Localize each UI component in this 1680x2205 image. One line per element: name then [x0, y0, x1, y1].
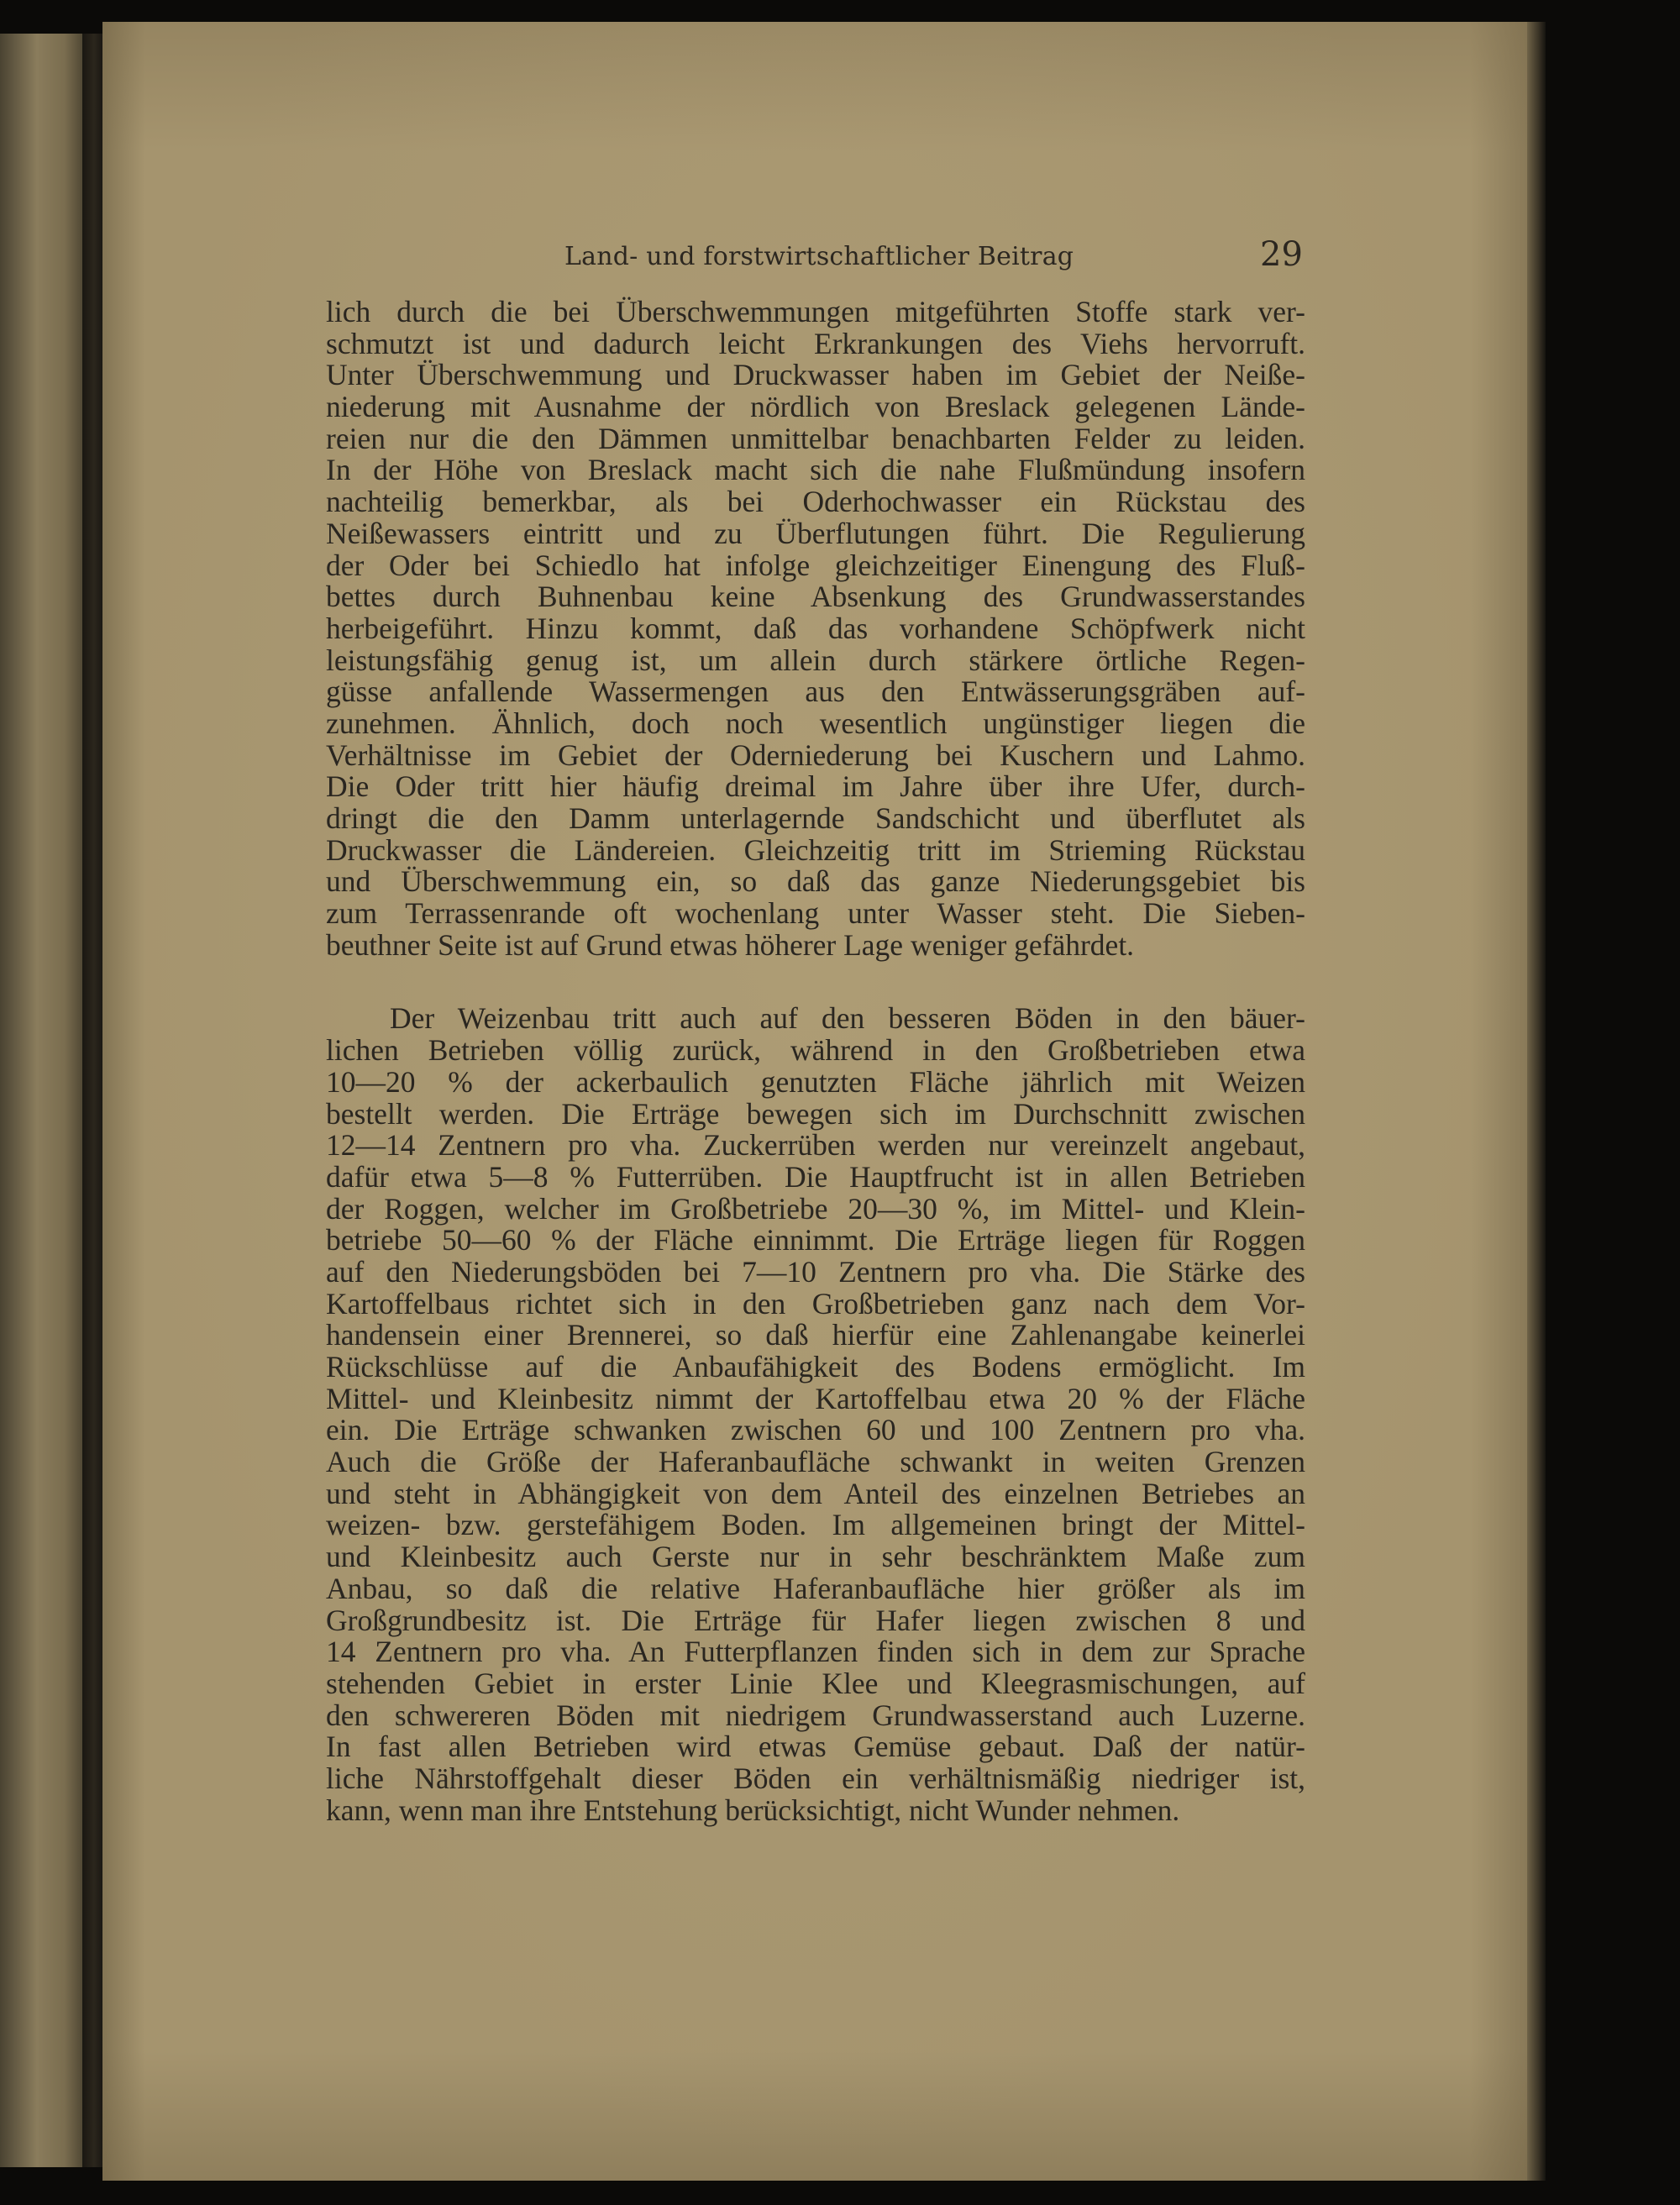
- text-line: stehenden Gebiet in erster Linie Klee und Kleegrasmischungen, auf: [326, 1666, 1305, 1700]
- text-line: Der Weizenbau tritt auch auf den besseren Böden in den bäuer-: [390, 1001, 1305, 1036]
- text-line: Die Oder tritt hier häufig dreimal im Jahre über ihre Ufer, durch-: [326, 769, 1305, 804]
- text-line: dafür etwa 5—8 % Futterrüben. Die Hauptfrucht ist in allen Betrieben: [326, 1159, 1305, 1194]
- paragraph-1: [326, 297, 1305, 961]
- page-number: 29: [1260, 235, 1303, 274]
- facing-page-edge: [0, 34, 92, 2167]
- text-line: Unter Überschwemmung und Druckwasser haben im Gebiet der Neiße-: [326, 358, 1305, 392]
- page-edge-shadow: [1527, 22, 1546, 2181]
- text-line: bettes durch Buhnenbau keine Absenkung des Grundwasserstandes: [326, 580, 1305, 614]
- text-line: kann, wenn man ihre Entstehung berücksichtigt, nicht Wunder nehmen.: [326, 1793, 1180, 1827]
- text-line: güsse anfallende Wassermengen aus den Entwässerungsgräben auf-: [326, 675, 1305, 709]
- text-line: herbeigeführt. Hinzu kommt, daß das vorhandene Schöpfwerk nicht: [326, 611, 1305, 645]
- body-text: [326, 297, 1305, 1826]
- text-line: beuthner Seite ist auf Grund etwas höherer Lage weniger gefährdet.: [326, 927, 1135, 962]
- text-line: bestellt werden. Die Erträge bewegen sich im Durchschnitt zwischen: [326, 1096, 1305, 1131]
- text-line: auf den Niederungsböden bei 7—10 Zentnern pro vha. Die Stärke des: [326, 1254, 1305, 1289]
- text-line: weizen- bzw. gerstefähigem Boden. Im allgemeinen bringt der Mittel-: [326, 1508, 1305, 1542]
- text-line: Anbau, so daß die relative Haferanbaufläche hier größer als im: [326, 1571, 1305, 1605]
- text-line: der Oder bei Schiedlo hat infolge gleichzeitiger Einengung des Fluß-: [326, 548, 1305, 582]
- text-line: handensein einer Brennerei, so daß hierfür eine Zahlenangabe keinerlei: [326, 1318, 1305, 1352]
- text-line: lich durch die bei Überschwemmungen mitgeführten Stoffe stark ver-: [326, 295, 1305, 328]
- text-line: Druckwasser die Ländereien. Gleichzeitig tritt im Strieming Rückstau: [326, 832, 1305, 867]
- text-line: zum Terrassenrande oft wochenlang unter Wasser steht. Die Sieben-: [326, 896, 1305, 931]
- text-line: der Roggen, welcher im Großbetriebe 20—30 %, im Mittel- und Klein-: [326, 1191, 1305, 1226]
- text-line: und Kleinbesitz auch Gerste nur in sehr beschränktem Maße zum: [326, 1540, 1305, 1574]
- text-line: und steht in Abhängigkeit von dem Anteil des einzelnen Betriebes an: [326, 1476, 1305, 1510]
- running-title: Land- und forstwirtschaftlicher Beitrag: [564, 242, 1074, 271]
- text-line: In der Höhe von Breslack macht sich die nahe Flußmündung insofern: [326, 453, 1305, 487]
- paragraph-2: [326, 1003, 1305, 1826]
- text-line: Kartoffelbaus richtet sich in den Großbetrieben ganz nach dem Vor-: [326, 1286, 1305, 1320]
- paragraph-break: [326, 961, 1305, 1003]
- text-line: dringt die den Damm unterlagernde Sandschicht und überflutet als: [326, 801, 1305, 835]
- text-line: 14 Zentnern pro vha. An Futterpflanzen finden sich in dem zur Sprache: [326, 1635, 1305, 1669]
- text-line: Rückschlüsse auf die Anbaufähigkeit des Bodens ermöglicht. Im: [326, 1350, 1305, 1383]
- text-line: zunehmen. Ähnlich, doch noch wesentlich ungünstiger liegen die: [326, 706, 1305, 740]
- text-line: 10—20 % der ackerbaulich genutzten Fläche jährlich mit Weizen: [326, 1064, 1305, 1099]
- text-line: reien nur die den Dämmen unmittelbar benachbarten Felder zu leiden.: [326, 421, 1305, 455]
- text-line: In fast allen Betrieben wird etwas Gemüse gebaut. Daß der natür-: [326, 1730, 1305, 1764]
- text-line: lichen Betrieben völlig zurück, während in den Großbetrieben etwa: [326, 1033, 1305, 1068]
- text-line: nachteilig bemerkbar, als bei Oderhochwasser ein Rückstau des: [326, 485, 1305, 519]
- text-line: leistungsfähig genug ist, um allein durch stärkere örtliche Regen-: [326, 643, 1305, 677]
- text-line: Mittel- und Kleinbesitz nimmt der Kartoffelbau etwa 20 % der Fläche: [326, 1381, 1305, 1415]
- text-line: betriebe 50—60 % der Fläche einnimmt. Die Erträge liegen für Roggen: [326, 1223, 1305, 1257]
- text-line: Verhältnisse im Gebiet der Oderniederung bei Kuschern und Lahmo.: [326, 738, 1305, 772]
- text-line: den schwereren Böden mit niedrigem Grundwasserstand auch Luzerne.: [326, 1698, 1305, 1732]
- text-line: liche Nährstoffgehalt dieser Böden ein verhältnismäßig niedriger ist,: [326, 1761, 1305, 1795]
- text-line: niederung mit Ausnahme der nördlich von Breslack gelegenen Lände-: [326, 390, 1305, 424]
- text-line: und Überschwemmung ein, so daß das ganze Niederungsgebiet bis: [326, 864, 1305, 899]
- text-line: schmutzt ist und dadurch leicht Erkrankungen des Viehs hervorruft.: [326, 326, 1305, 360]
- text-line: Auch die Größe der Haferanbaufläche schwankt in weiten Grenzen: [326, 1445, 1305, 1479]
- text-line: ein. Die Erträge schwanken zwischen 60 und 100 Zentnern pro vha.: [326, 1413, 1305, 1447]
- text-line: Großgrundbesitz ist. Die Erträge für Hafer liegen zwischen 8 und: [326, 1603, 1305, 1637]
- text-line: 12—14 Zentnern pro vha. Zuckerrüben werden nur vereinzelt angebaut,: [326, 1128, 1305, 1163]
- text-line: Neißewassers eintritt und zu Überflutungen führt. Die Regulierung: [326, 516, 1305, 550]
